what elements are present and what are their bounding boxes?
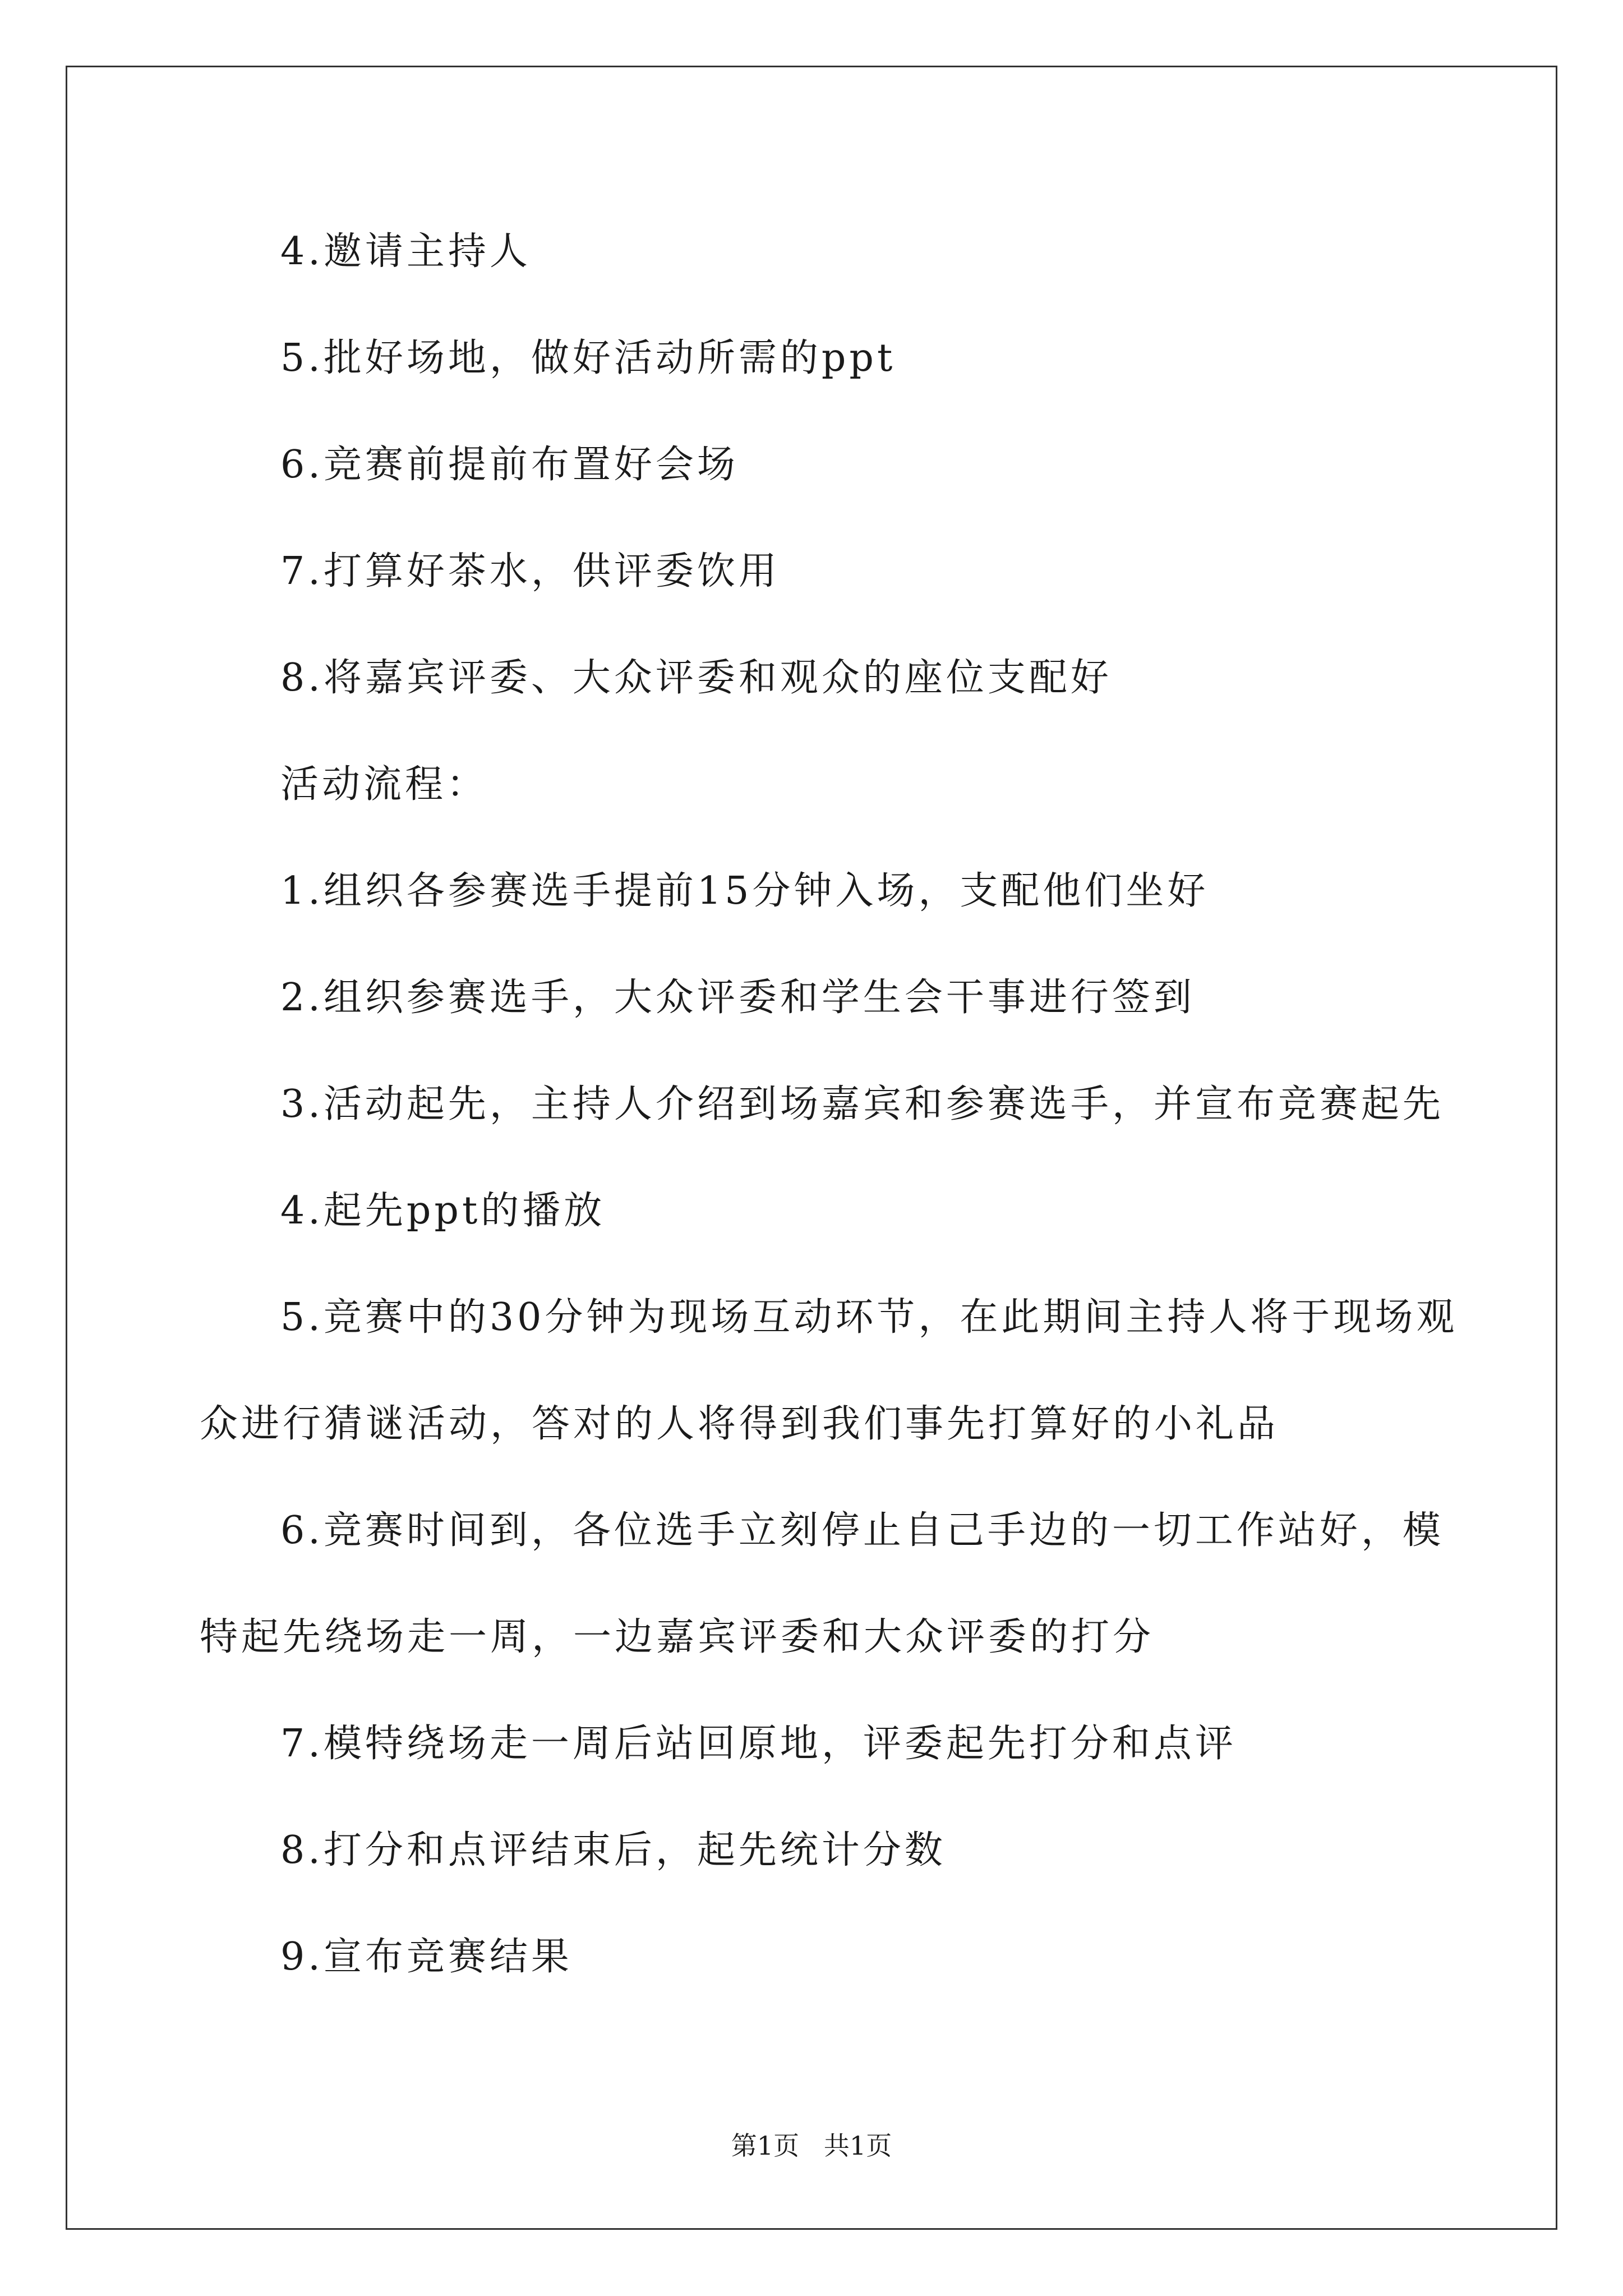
page-border [66, 66, 1557, 2230]
text-line: 6.竞赛前提前布置好会场 [280, 443, 739, 487]
section-heading: 活动流程： [280, 762, 488, 807]
text-line: 6.竞赛时间到，各位选手立刻停止自己手边的一切工作站好，模 [280, 1508, 1444, 1553]
text-line: 5.批好场地，做好活动所需的ppt [280, 336, 896, 380]
text-line: 7.模特绕场走一周后站回原地，评委起先打分和点评 [280, 1722, 1237, 1766]
text-line: 特起先绕场走一周，一边嘉宾评委和大众评委的打分 [200, 1615, 1155, 1659]
text-line: 众进行猜谜活动，答对的人将得到我们事先打算好的小礼品 [200, 1402, 1279, 1446]
page-number-footer: 第1页 共1页 [731, 2131, 892, 2161]
text-line: 3.活动起先，主持人介绍到场嘉宾和参赛选手，并宣布竞赛起先 [280, 1082, 1444, 1126]
text-line: 2.组织参赛选手，大众评委和学生会干事进行签到 [280, 976, 1195, 1020]
text-line: 8.将嘉宾评委、大众评委和观众的座位支配好 [280, 656, 1112, 700]
text-line: 8.打分和点评结束后，起先统计分数 [280, 1828, 946, 1872]
text-line: 9.宣布竞赛结果 [280, 1935, 573, 1979]
text-line: 1.组织各参赛选手提前15分钟入场，支配他们坐好 [280, 869, 1209, 913]
text-line: 7.打算好茶水，供评委饮用 [280, 549, 780, 593]
text-line: 4.邀请主持人 [280, 229, 531, 274]
text-line: 4.起先ppt的播放 [280, 1189, 606, 1233]
text-line: 5.竞赛中的30分钟为现场互动环节，在此期间主持人将于现场观 [280, 1295, 1458, 1340]
